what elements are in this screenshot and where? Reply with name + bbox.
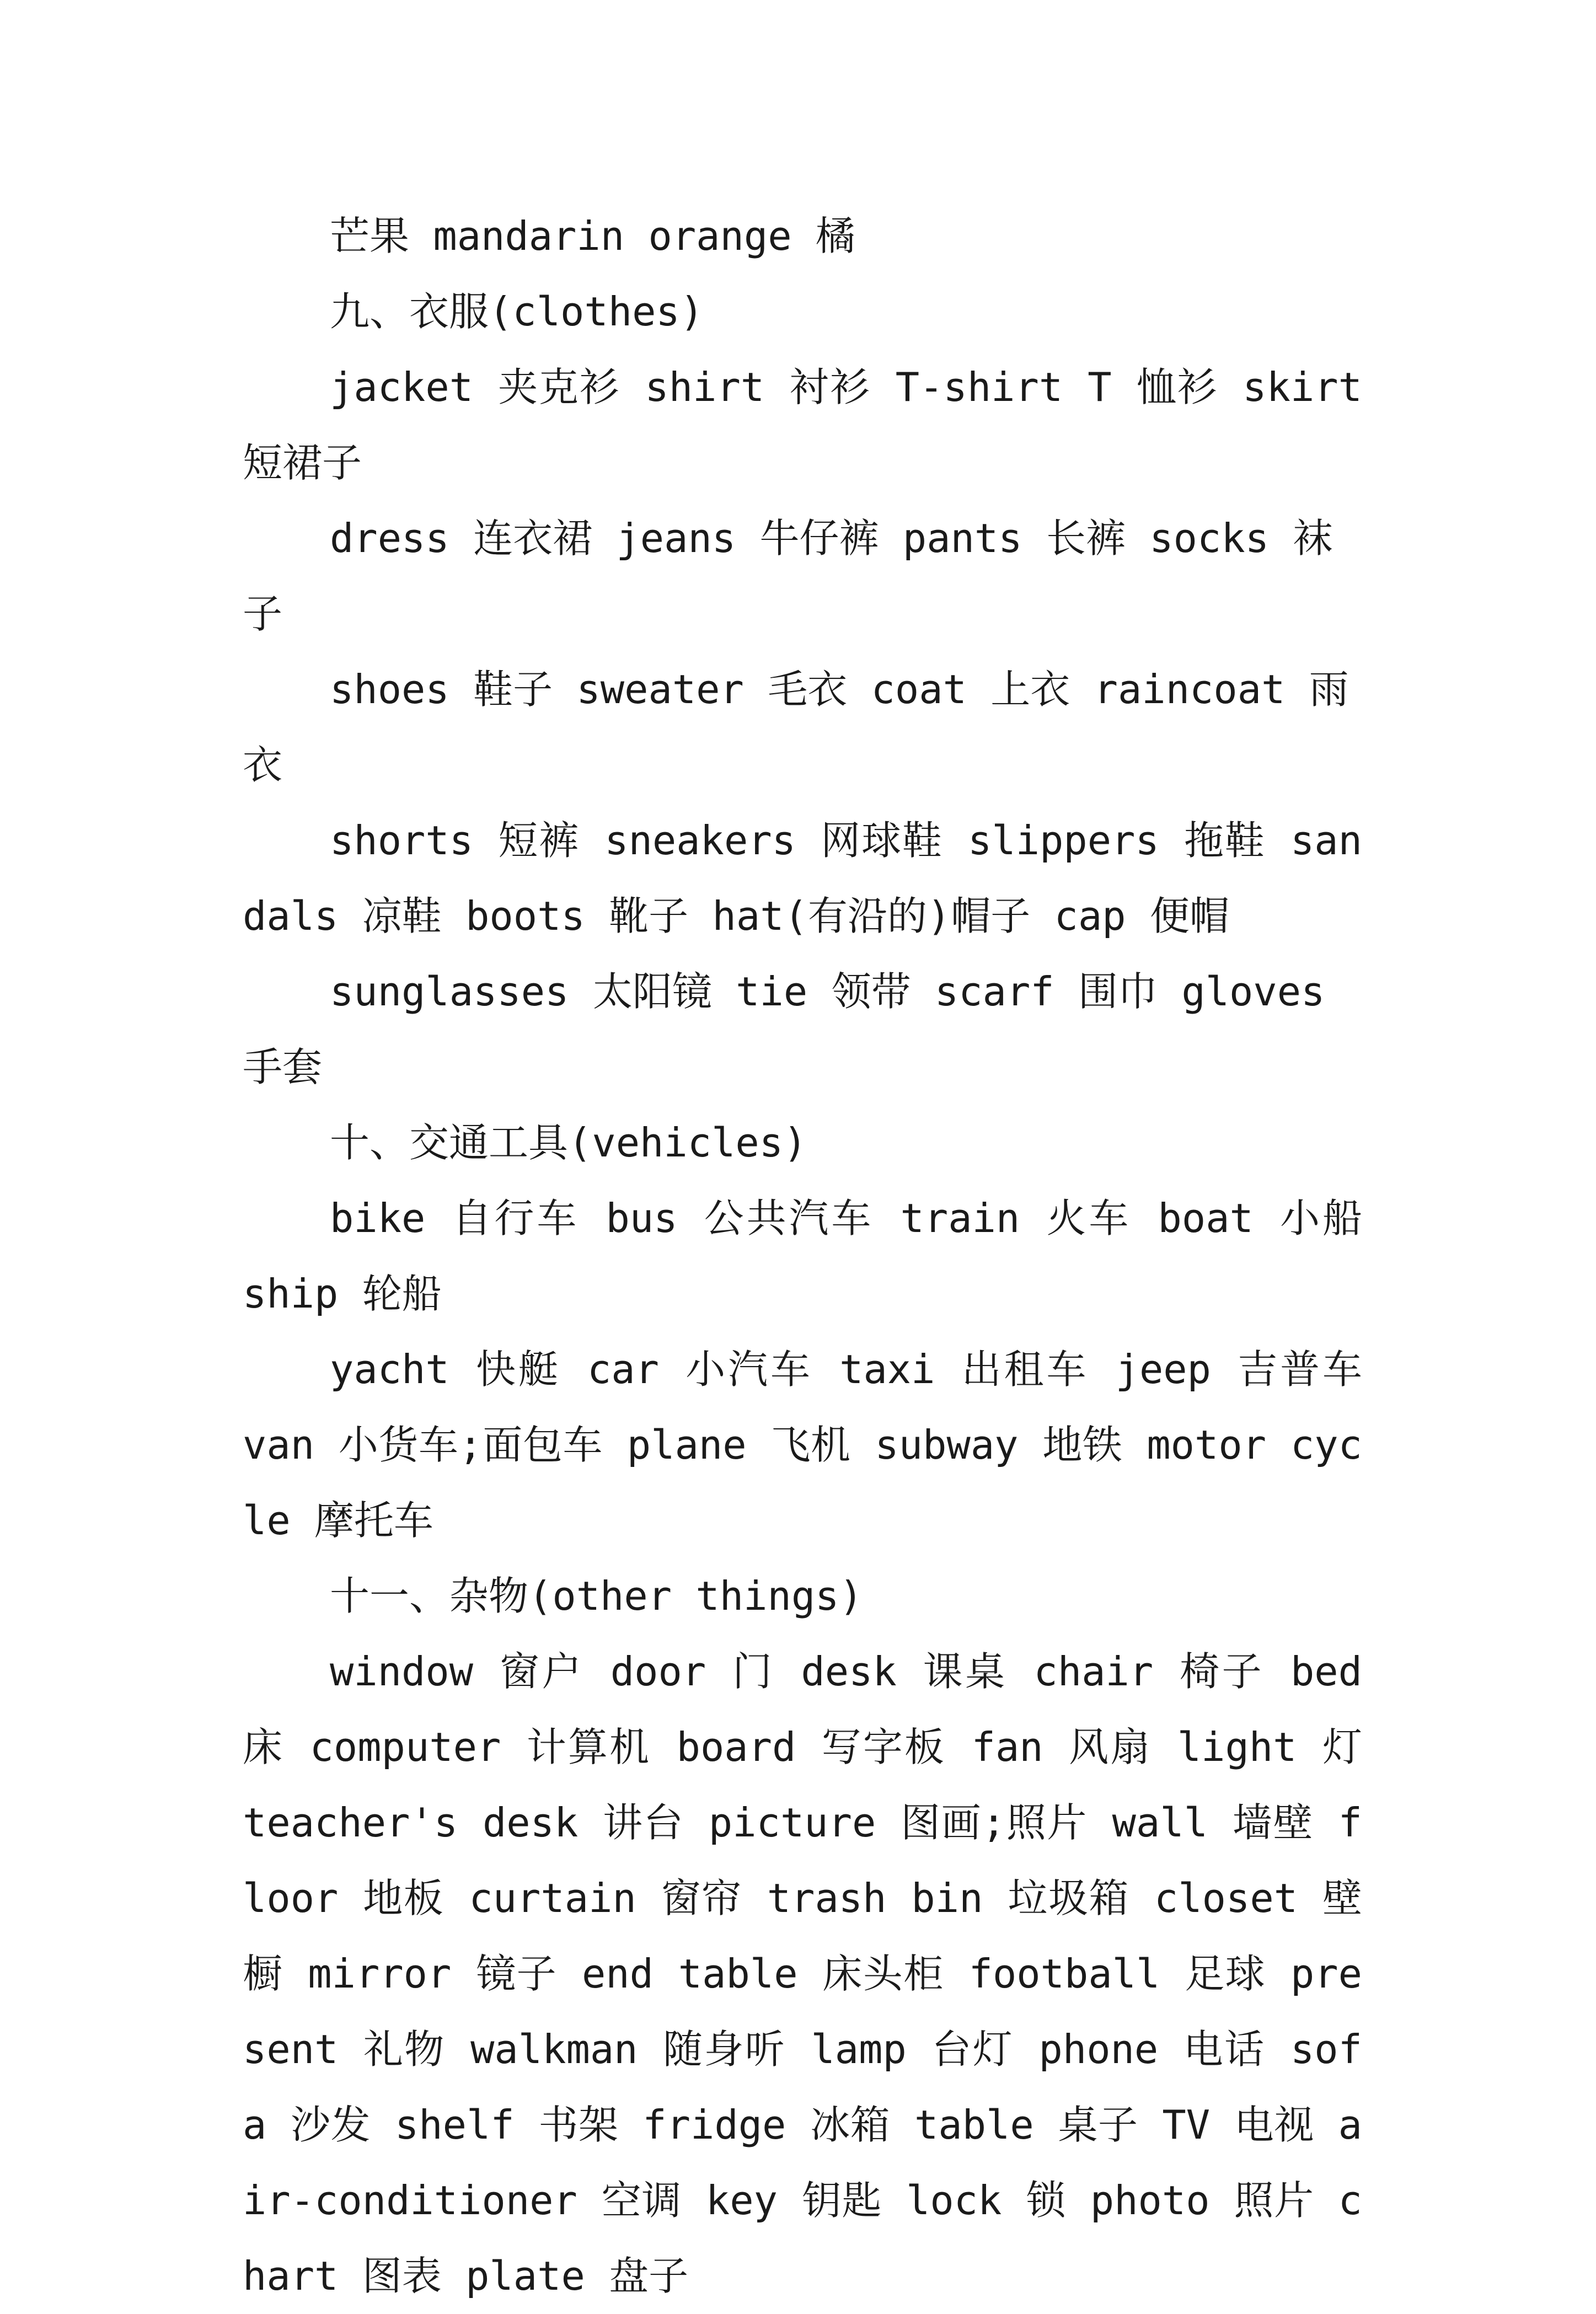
paragraph-clothes-1: jacket 夹克衫 shirt 衬衫 T-shirt T 恤衫 skirt 短裙子	[243, 364, 1362, 486]
paragraph-vehicles-1: bike 自行车 bus 公共汽车 train 火车 boat 小船 ship 轮船	[243, 1195, 1362, 1317]
heading-clothes: 九、衣服(clothes)	[330, 288, 704, 335]
paragraph-clothes-4: shorts 短裤 sneakers 网球鞋 slippers 拖鞋 sandals 凉鞋 boots 靴子 hat(有沿的)帽子 cap 便帽	[243, 817, 1362, 939]
paragraph-other-things: window 窗户 door 门 desk 课桌 chair 椅子 bed 床 computer 计算机 board 写字板 fan 风扇 light 灯 teacher's desk 讲台 picture 图画;照片 wall 墙壁 floor 地板 curtain 窗帘 trash bin 垃圾箱 closet 壁橱 mirror 镜子 end table 床头柜 football 足球 present 礼物 walkman 随身听 lamp 台灯 phone 电话 sofa 沙发 shelf 书架 fridge 冰箱 table 桌子 TV 电视 air-conditioner 空调 key 钥匙 lock 锁 photo 照片 chart 图表 plate 盘子	[243, 1648, 1362, 2299]
paragraph-fruit-end: 芒果 mandarin orange 橘	[330, 213, 855, 259]
paragraph-clothes-3: shoes 鞋子 sweater 毛衣 coat 上衣 raincoat 雨衣	[243, 666, 1349, 788]
paragraph-clothes-2: dress 连衣裙 jeans 牛仔裤 pants 长裤 socks 袜子	[243, 515, 1333, 637]
heading-other-things: 十一、杂物(other things)	[330, 1573, 863, 1619]
paragraph-vehicles-2: yacht 快艇 car 小汽车 taxi 出租车 jeep 吉普车 van 小货车;面包车 plane 飞机 subway 地铁 motor cycle 摩托车	[243, 1346, 1362, 1544]
heading-vehicles: 十、交通工具(vehicles)	[330, 1119, 807, 1166]
vocabulary-text	[243, 199, 1362, 2314]
paragraph-clothes-5: sunglasses 太阳镜 tie 领带 scarf 围巾 gloves 手套	[243, 968, 1325, 1090]
